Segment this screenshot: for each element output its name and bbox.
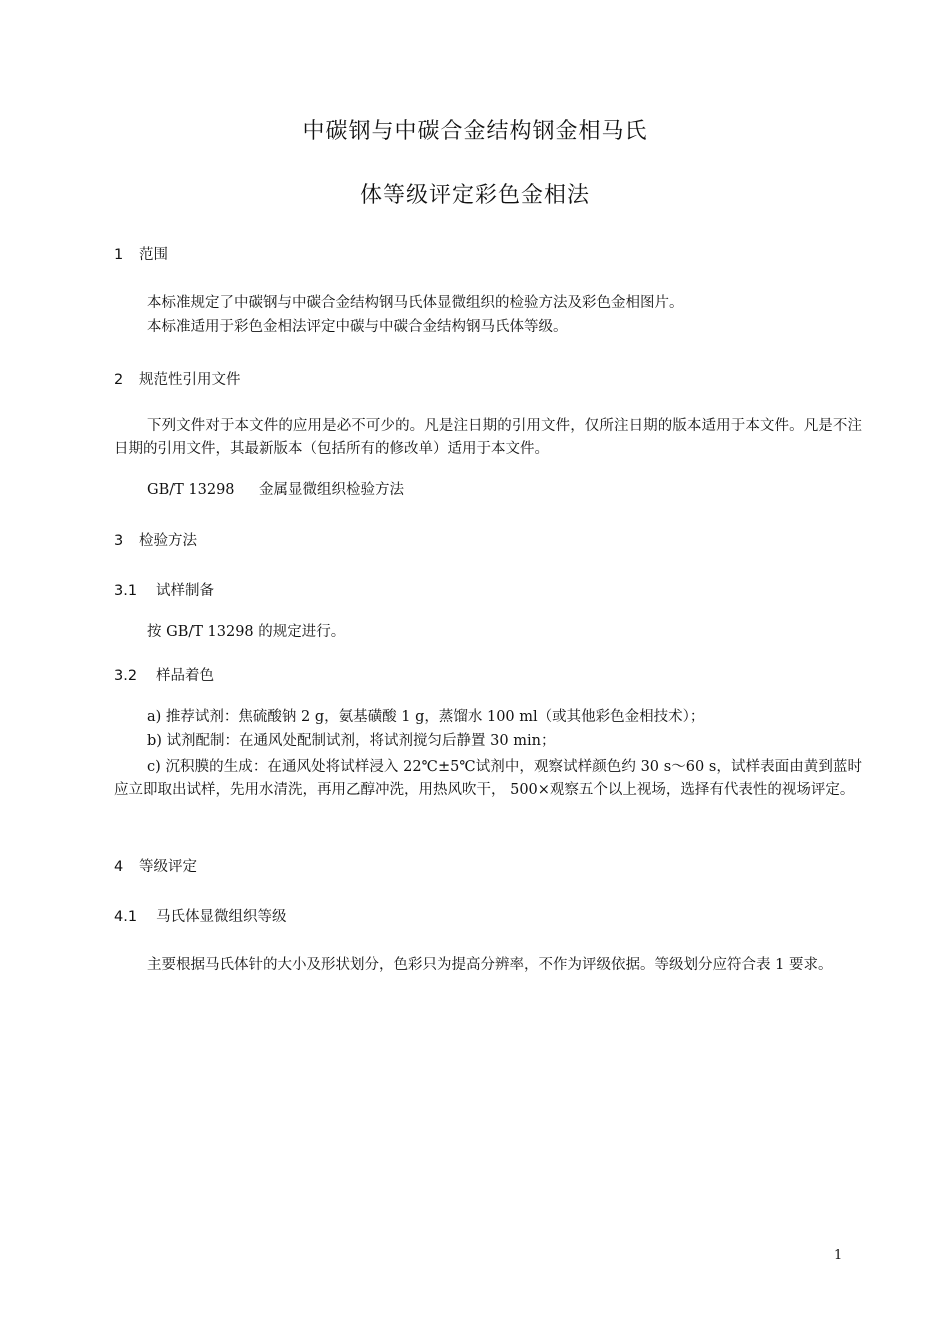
list-item-b: b) 试剂配制：在通风处配制试剂，将试剂搅匀后静置 30 min； [147,733,556,749]
section-title: 等级评定 [139,859,197,875]
section-3-1-paragraph: 按 GB/T 13298 的规定进行。 [147,624,346,640]
section-4-1-paragraph: 主要根据马氏体针的大小及形状划分，色彩只为提高分辨率，不作为评级依据。等级划分应符合表 1 要求。 [147,957,833,973]
section-title: 样品着色 [156,668,214,684]
section-title: 试样制备 [156,583,214,599]
section-number: 2 [114,372,124,388]
section-3-2-heading [114,664,214,685]
section-1-heading [114,243,168,264]
page-number: 1 [834,1248,843,1263]
normative-reference [147,479,862,502]
doc-title-line1: 中碳钢与中碳合金结构钢金相马氏 [302,119,648,144]
section-1-paragraph-1: 本标准规定了中碳钢与中碳合金结构钢马氏体显微组织的检验方法及彩色金相图片。 [147,295,684,311]
section-number: 4 [114,859,124,875]
section-4-1-heading [114,905,287,926]
section-title: 范围 [139,247,168,263]
section-title: 规范性引用文件 [139,372,241,388]
section-title: 马氏体显微组织等级 [156,909,287,925]
section-2-paragraph-1: 下列文件对于本文件的应用是必不可少的。凡是注日期的引用文件，仅所注日期的版本适用于本文件。凡是不注日期的引用文件，其最新版本（包括所有的修改单）适用于本文件。 [114,418,862,457]
section-number: 3 [114,533,124,549]
section-number: 3.2 [114,668,138,684]
list-item-c: c) 沉积膜的生成：在通风处将试样浸入 22℃±5℃试剂中，观察试样颜色约 30 s～60 s，试样表面由黄到蓝时应立即取出试样，先用水清洗，再用乙醇冲洗，用热风吹干， 500×观察五个以上视场，选择有代表性的视场评定。 [114,759,862,798]
section-4-heading [114,855,197,876]
section-2-heading [114,368,241,389]
reference-code: GB/T 13298 [147,482,235,498]
section-3-1-heading [114,579,214,600]
reference-title: 金属显微组织检验方法 [259,482,404,498]
section-title: 检验方法 [139,533,197,549]
section-number: 4.1 [114,909,138,925]
section-number: 3.1 [114,583,138,599]
section-3-heading [114,529,197,550]
section-1-paragraph-2: 本标准适用于彩色金相法评定中碳与中碳合金结构钢马氏体等级。 [147,319,568,335]
doc-title-line2: 体等级评定彩色金相法 [359,183,590,208]
section-number: 1 [114,247,124,263]
list-item-a: a) 推荐试剂：焦硫酸钠 2 g，氨基磺酸 1 g，蒸馏水 100 ml（或其他彩色金相技术）； [147,709,705,725]
